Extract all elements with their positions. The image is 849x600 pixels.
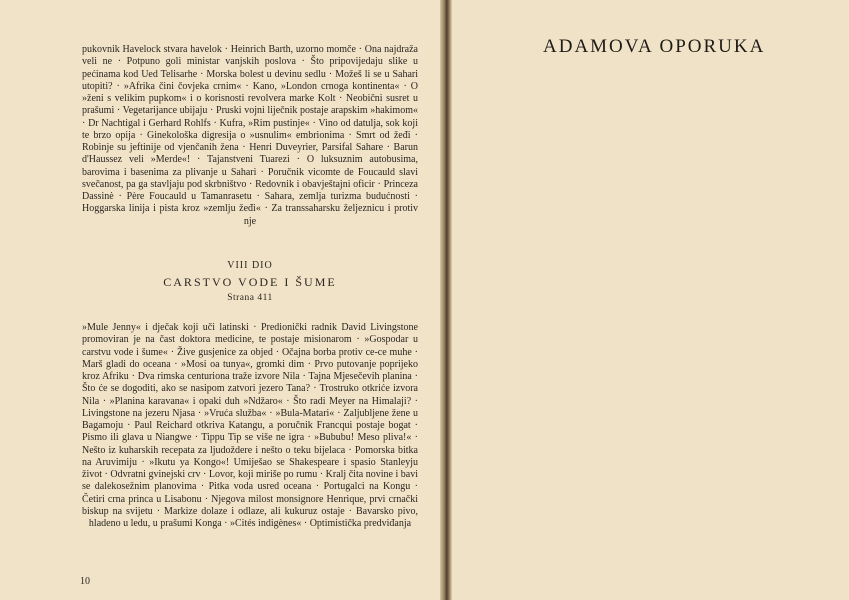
chapter-title: ADAMOVA OPORUKA [543, 36, 766, 57]
part-title: CARSTVO VODE I ŠUME [163, 275, 337, 289]
book-gutter [440, 0, 452, 600]
toc-paragraph: »Mule Jenny« i dječak koji uči latinski · Predionički radnik David Livingstone promoviran je na čast doktora medicine, te postaje misionarom · »Gospodar u carstvu vode i šume« · Žive gusjenice za objed · Očajna borba protiv ce-ce muhe · Marš gladi do oceana · »Mosi oa tunya«, gromki dim · Prvo putovanje poprijeko kroz Afriku · Dva rimska centuriona traže izvore Nila · Tajna Mjesečevih planina · Što će se dogoditi, ako se nasipom zatvori jezero Tana? · Trostruko otkriće izvora Nila · »Planina karavana« i opaki duh »Ndžaro« · Što radi Meyer na Himalaji? · Livingstone na jezeru Njasa · »Vruća služba« · »Bula-Matari« · Zaljubljene žene u Bagamoju · Paul Reichard otkriva Katangu, a poručnik Francqui postaje bogat · Pismo ili glava u Niangwe · Tippu Tip se više ne igra · »Bububu! Meso pliva!« · Nešto iz kuharskih recepata za ljudoždere i nešto o teku bijelaca · Pomorska bitka na Aruvimiju · »Ikutu ya Kongo«! Umiješao se Shakespeare i spasio Stanleyju život · Odvratni gvinejski crv · Lovor, koji miriše po rumu · Kralj čita novine i bavi se dalekosežnim planovima · Pitka voda usred oceana · Portugalci na Kongu · Četiri crna princa u Lisabonu · Njegova milost monsignore Henrique, prvi crnački biskup na svijetu · Markize dolaze i odlaze, ali kukuruz ostaje · Bavarsko pivo, hladeno u ledu, u prašumi Konga · »Cités indigènes« · Optimistička predviđanja [82, 322, 418, 529]
toc-entries-part-viii [82, 322, 418, 530]
toc-paragraph: pukovnik Havelock stvara havelok · Heinrich Barth, uzorno momče · Ona najdraža veli ne · Potpuno goli ministar vanjskih poslova · Što pripovijedaju slike u pećinama kod Ued Telisarhe · Morska bolest u devinu sedlu · Možeš li se u Sahari utopiti? · »Afrika čini čovjeka crnim« · Kano, »London crnoga kontinenta« · O »ženi s velikim pupkom« i o korisnosti revolvera marke Kolt · Neobični susret u prašumi · Vegetarijance ubijaju · Pruski vojni liječnik postaje arapskim »hakimom« · Dr Nachtigal i Gerhard Rohlfs · Kufra, »Rim pustinje« · Vino od datulja, sok koji te brzo opija · Ginekološka digresija o »usnulim« embrionima · Smrt od žeđi · Robinje su jeftinije od vjenčanih žena · Henri Duveyrier, Parsifal Sahare · Barun d'Haussez veli »Merde«! · Tajanstveni Tuarezi · O luksuznim autobusima, barovima i basenima za plivanje u Sahari · Poručnik vicomte de Foucauld slavi svečanost, pa ga stavljaju pod skrbništvo · Redovnik i obavještajni oficir · Princeza Dassinė · Père Foucauld u Tamanrasetu · Sahara, zemlja turizma budućnosti · Hoggarska linija i pista kroz »zemlju žeđi« · Za transsaharsku željeznicu i protiv nje [82, 44, 418, 227]
part-page-reference: Strana 411 [227, 293, 273, 303]
toc-entries-part-vii [82, 44, 418, 228]
part-number: VIII DIO [227, 260, 273, 271]
page-number: 10 [80, 576, 90, 587]
right-page [452, 0, 849, 600]
